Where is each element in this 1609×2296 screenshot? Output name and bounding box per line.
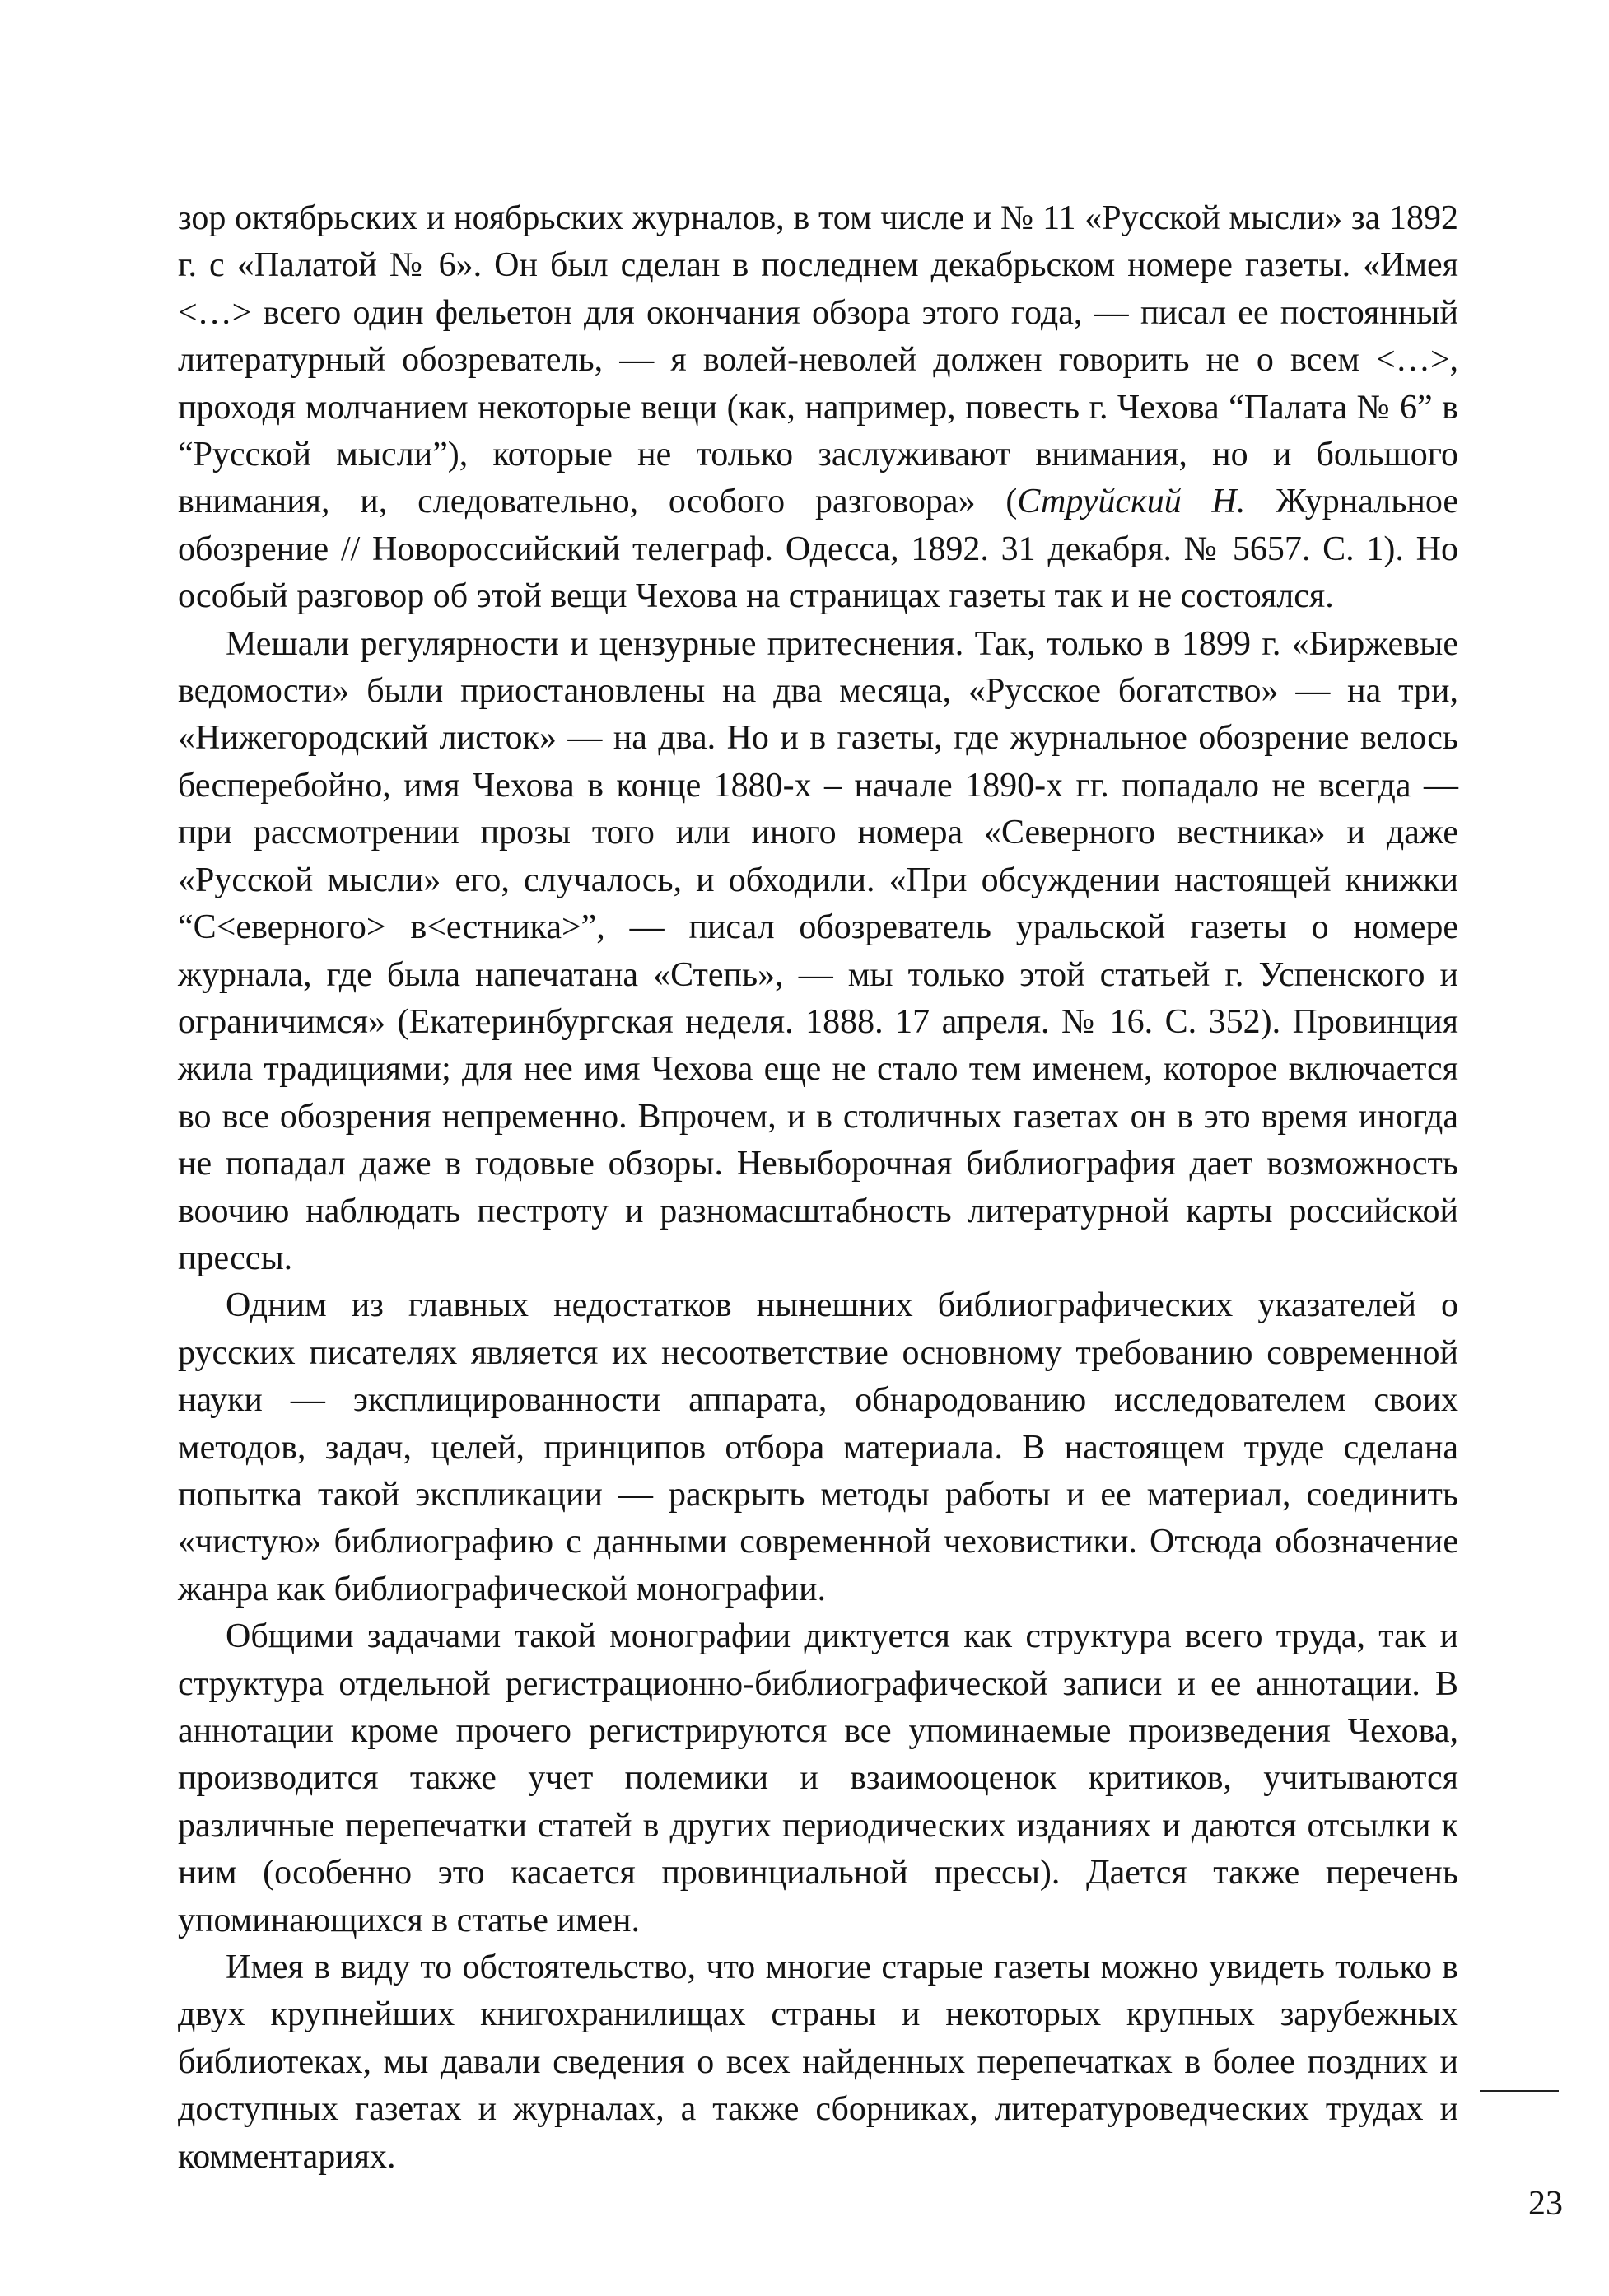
author-citation: Струйский Н. — [1017, 483, 1246, 521]
page-number: 23 — [1528, 2185, 1563, 2223]
paragraph-5: Имея в виду то обстоятельство, что многие старые газеты можно увидеть только в двух крупнейших книгохранилищах страны и некоторых крупных зарубежных библиотеках, мы давали сведения о всех найденных перепечатках в более поздних и доступных газетах и журналах, а также сборниках, литературоведческих трудах и комментариях. — [178, 1948, 1458, 2176]
paragraph-3: Одним из главных недостатков нынешних библиографических указателей о русских писателях является их несоответствие основному требованию современной науки — эксплицированности аппарата, обнародованию исследователем своих методов, задач, целей, принципов отбора материала. В настоящем труде сделана попытка такой экспликации — раскрыть методы работы и ее материал, соединить «чистую» библиографию с данными современной чеховистики. Отсюда обозначение жанра как библиографической монографии. — [178, 1286, 1458, 1608]
footer-rule — [1480, 2090, 1559, 2092]
body-text — [178, 195, 1458, 2181]
paragraph-1: зор октябрьских и ноябрьских журналов, в том числе и № 11 «Русской мысли» за 1892 г. с «Палатой № 6». Он был сделан в последнем декабрьском номере газеты. «Имея <…> всего один фельетон для окончания обзора этого года, — писал ее постоянный литературный обозреватель, — я волей-неволей должен говорить не о всем <…>, проходя молчанием некоторые вещи (как, например, повесть г. Чехова “Палата № 6” в “Русской мысли”), которые не только заслуживают внимания, но и большого внимания, и, следовательно, особого разговора» (Струйский Н. Журнальное обозрение // Новороссийский телеграф. Одесса, 1892. 31 декабря. № 5657. С. 1). Но особый разговор об этой вещи Чехова на страницах газеты так и не состоялся. — [178, 199, 1459, 616]
paragraph-4: Общими задачами такой монографии диктуется как структура всего труда, так и структура отдельной регистрационно-библиографической записи и ее аннотации. В аннотации кроме прочего регистрируются все упоминаемые произведения Чехова, производится также учет полемики и взаимооценок критиков, учитываются различные перепечатки статей в других периодических изданиях и даются отсылки к ним (особенно это касается провинциальной прессы). Дается также перечень упоминающихся в статье имен. — [178, 1617, 1458, 1939]
paragraph-2: Мешали регулярности и цензурные притеснения. Так, только в 1899 г. «Биржевые ведомости» были приостановлены на два месяца, «Русское богатство» — на три, «Нижегородский листок» — на два. Но и в газеты, где журнальное обозрение велось бесперебойно, имя Чехова в конце 1880-х – начале 1890-х гг. попадало не всегда — при рассмотрении прозы того или иного номера «Северного вестника» и даже «Русской мысли» его, случалось, и обходили. «При обсуждении настоящей книжки “С<еверного> в<естника>”, — писал обозреватель уральской газеты о номере журнала, где была напечатана «Степь», — мы только этой статьей г. Успенского и ограничимся» (Екатеринбургская неделя. 1888. 17 апреля. № 16. С. 352). Провинция жила традициями; для нее имя Чехова еще не стало тем именем, которое включается во все обозрения непременно. Впрочем, и в столичных газетах он в это время иногда не попадал даже в годовые обзоры. Невыборочная библиография дает возможность воочию наблюдать пестроту и разномасштабность литературной карты российской прессы. — [178, 624, 1458, 1277]
